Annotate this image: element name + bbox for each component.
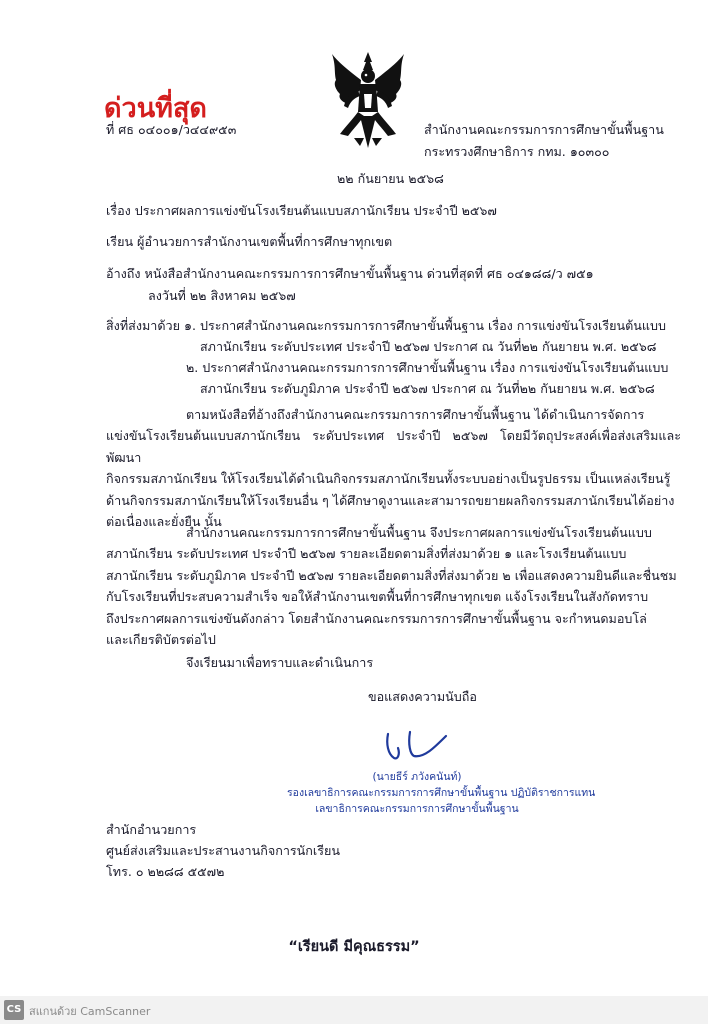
document-number: ที่ ศธ ๐๔๐๐๑/ว๔๔๙๕๓: [106, 122, 237, 137]
signatory-position-line-1: รองเลขาธิการคณะกรรมการการศึกษาขั้นพื้นฐาน ปฏิบัติราชการแทน: [287, 787, 596, 799]
scanner-watermark-label: สแกนด้วย CamScanner: [29, 1005, 151, 1018]
closing-request: จึงเรียนมาเพื่อทราบและดำเนินการ: [186, 655, 374, 670]
reference-line-1: อ้างถึง หนังสือสำนักงานคณะกรรมการการศึกษาขั้นพื้นฐาน ด่วนที่สุดที่ ศธ ๐๔๑๘๘/ว ๗๕๑: [106, 266, 594, 281]
paragraph-line: ด้านกิจกรรมสภานักเรียนให้โรงเรียนอื่น ๆ ได้ศึกษาดูงานและสามารถขยายผลกิจกรรมสภานักเรียนได้อย่าง: [106, 492, 675, 508]
body-paragraph-2: [106, 522, 681, 650]
paragraph-line: กิจกรรมสภานักเรียน ให้โรงเรียนได้ดำเนินกิจกรรมสภานักเรียนทั้งระบบอย่างเป็นรูปธรรม เป็นแหล่งเรียนรู้: [106, 471, 671, 487]
enclosure-2-line-2: สภานักเรียน ระดับภูมิภาค ประจำปี ๒๕๖๗ ประกาศ ณ วันที่๒๒ กันยายน พ.ศ. ๒๕๖๘: [200, 381, 655, 396]
paragraph-line: ตามหนังสือที่อ้างถึงสำนักงานคณะกรรมการการศึกษาขั้นพื้นฐาน ได้ดำเนินการจัดการ: [186, 407, 645, 422]
camscanner-logo-icon: CS: [4, 1000, 24, 1020]
paragraph-line: ถึงประกาศผลการแข่งขันดังกล่าว โดยสำนักงานคณะกรรมการการศึกษาขั้นพื้นฐาน จะกำหนดมอบโล่: [106, 610, 647, 626]
handwritten-signature-icon: [380, 728, 450, 768]
office-division: ศูนย์ส่งเสริมและประสานงานกิจการนักเรียน: [106, 843, 340, 858]
paragraph-line: สำนักงานคณะกรรมการการศึกษาขั้นพื้นฐาน จึงประกาศผลการแข่งขันโรงเรียนต้นแบบ: [186, 525, 652, 540]
office-name: สำนักอำนวยการ: [106, 822, 197, 837]
garuda-emblem-icon: [330, 50, 406, 150]
salutation-line: เรียน ผู้อำนวยการสำนักงานเขตพื้นที่การศึกษาทุกเขต: [106, 234, 393, 249]
paragraph-line: สภานักเรียน ระดับประเทศ ประจำปี ๒๕๖๗ รายละเอียดตามสิ่งที่ส่งมาด้วย ๑ และโรงเรียนต้นแบบ: [106, 546, 627, 562]
document-date: ๒๒ กันยายน ๒๕๖๘: [337, 171, 444, 186]
reference-line-2: ลงวันที่ ๒๒ สิงหาคม ๒๕๖๗: [148, 288, 296, 303]
paragraph-line: และเกียรติบัตรต่อไป: [106, 632, 216, 648]
subject-line: เรื่อง ประกาศผลการแข่งขันโรงเรียนต้นแบบสภานักเรียน ประจำปี ๒๕๖๗: [106, 203, 497, 218]
enclosure-1-line-2: สภานักเรียน ระดับประเทศ ประจำปี ๒๕๖๗ ประกาศ ณ วันที่๒๒ กันยายน พ.ศ. ๒๕๖๘: [200, 339, 657, 354]
office-phone: โทร. ๐ ๒๒๘๘ ๕๕๗๒: [106, 864, 225, 879]
urgency-label: ด่วนที่สุด: [104, 93, 207, 124]
paragraph-line: กับโรงเรียนที่ประสบความสำเร็จ ขอให้สำนักงานเขตพื้นที่การศึกษาทุกเขต แจ้งโรงเรียนในสังกัดทราบ: [106, 589, 649, 605]
motto: “เรียนดี มีคุณธรรม”: [288, 939, 420, 955]
enclosure-2-line-1: ๒. ประกาศสำนักงานคณะกรรมการการศึกษาขั้นพื้นฐาน เรื่อง การแข่งขันโรงเรียนต้นแบบ: [186, 360, 669, 375]
signatory-position-line-2: เลขาธิการคณะกรรมการการศึกษาขั้นพื้นฐาน: [315, 803, 519, 815]
paragraph-line: สภานักเรียน ระดับภูมิภาค ประจำปี ๒๕๖๗ รายละเอียดตามสิ่งที่ส่งมาด้วย ๒ เพื่อแสดงความยินดีและชื่นชม: [106, 567, 677, 583]
agency-name: สำนักงานคณะกรรมการการศึกษาขั้นพื้นฐาน: [424, 122, 664, 137]
agency-address: กระทรวงศึกษาธิการ กทม. ๑๐๓๐๐: [424, 144, 610, 159]
enclosure-1-line-1: สิ่งที่ส่งมาด้วย ๑. ประกาศสำนักงานคณะกรรมการการศึกษาขั้นพื้นฐาน เรื่อง การแข่งขันโรงเรียนต้นแบบ: [106, 318, 666, 333]
complimentary-close: ขอแสดงความนับถือ: [368, 689, 477, 704]
paragraph-line: แข่งขันโรงเรียนต้นแบบสภานักเรียน ระดับประเทศ ประจำปี ๒๕๖๗ โดยมีวัตถุประสงค์เพื่อส่งเสริมและพัฒนา: [106, 428, 681, 465]
paragraph-line: ต่อเนื่องและยั่งยืน นั้น: [106, 514, 222, 530]
signatory-name: (นายธีร์ ภวังคนันท์): [372, 771, 462, 783]
body-paragraph-1: [106, 404, 681, 532]
